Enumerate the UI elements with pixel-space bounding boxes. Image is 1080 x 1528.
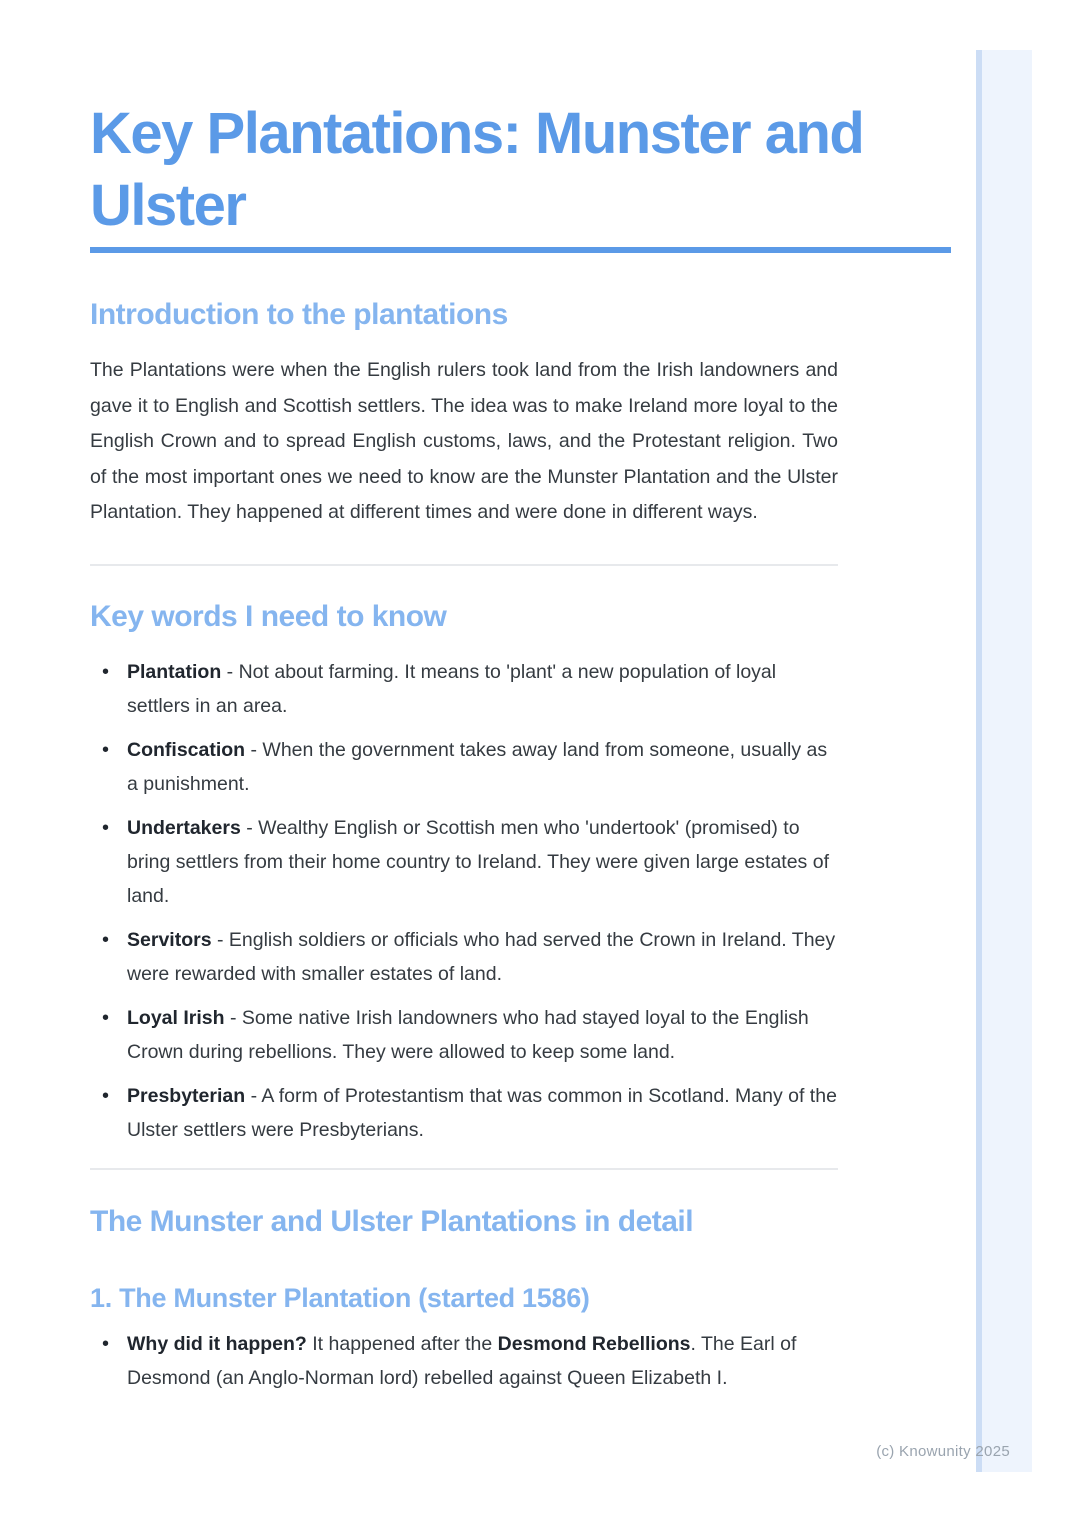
definition-text: - Wealthy English or Scottish men who 'undertook' (promised) to bring settlers from their home country to Ireland. They were given large estates of land. [127, 816, 829, 907]
list-item [90, 1079, 838, 1147]
definition-text: - Not about farming. It means to 'plant' a new population of loyal settlers in an area. [127, 660, 777, 717]
copyright-footer: (c) Knowunity 2025 [876, 1443, 1010, 1460]
term-text: Plantation [127, 660, 222, 683]
section-divider [90, 1168, 838, 1170]
definition-text: - Some native Irish landowners who had stayed loyal to the English Crown during rebellions. They were allowed to keep some land. [127, 1006, 809, 1063]
keyword-list [90, 655, 838, 1147]
document-content [90, 0, 864, 1405]
list-item [90, 1001, 838, 1069]
definition-text: - A form of Protestantism that was common in Scotland. Many of the Ulster settlers were Presbyterians. [127, 1084, 837, 1141]
definition-text: It happened after the [306, 1332, 498, 1355]
list-item [90, 733, 838, 801]
list-item [90, 923, 838, 991]
term-text: Undertakers [127, 816, 241, 839]
title-underline-rule [90, 247, 951, 253]
term-text: Loyal Irish [127, 1006, 225, 1029]
term-text: Desmond Rebellions [497, 1332, 691, 1355]
definition-text: - When the government takes away land from someone, usually as a punishment. [127, 738, 828, 795]
term-text: Confiscation [127, 738, 246, 761]
section-heading-detail: The Munster and Ulster Plantations in detail [90, 1204, 694, 1238]
section-heading-introduction: Introduction to the plantations [90, 298, 508, 331]
term-text: Servitors [127, 928, 212, 951]
definition-text: - English soldiers or officials who had served the Crown in Ireland. They were rewarded with smaller estates of land. [127, 928, 836, 985]
section-divider [90, 564, 838, 566]
list-item [90, 655, 838, 723]
list-item [90, 811, 838, 913]
definition-text: . The Earl of Desmond (an Anglo-Norman lord) rebelled against Queen Elizabeth I. [127, 1332, 797, 1389]
section-heading-keywords: Key words I need to know [90, 599, 447, 633]
list-item [90, 1327, 838, 1395]
right-margin-bar [976, 50, 1032, 1472]
term-text: Why did it happen? [127, 1332, 307, 1355]
detail-list [90, 1327, 838, 1395]
intro-paragraph: The Plantations were when the English rulers took land from the Irish landowners and gave it to English and Scottish settlers. The idea was to make Ireland more loyal to the English Crown and to spread English customs, laws, and the Protestant religion. Two of the most important ones we need to know are the Munster Plantation and the Ulster Plantation. They happened at different times and were done in different ways. [90, 359, 838, 523]
term-text: Presbyterian [127, 1084, 246, 1107]
page-title [90, 98, 970, 242]
page-title-line-2: Ulster [90, 173, 246, 238]
page-title-line-1: Key Plantations: Munster and [90, 101, 864, 166]
subsection-heading-munster-plantation: 1. The Munster Plantation (started 1586) [90, 1282, 590, 1313]
